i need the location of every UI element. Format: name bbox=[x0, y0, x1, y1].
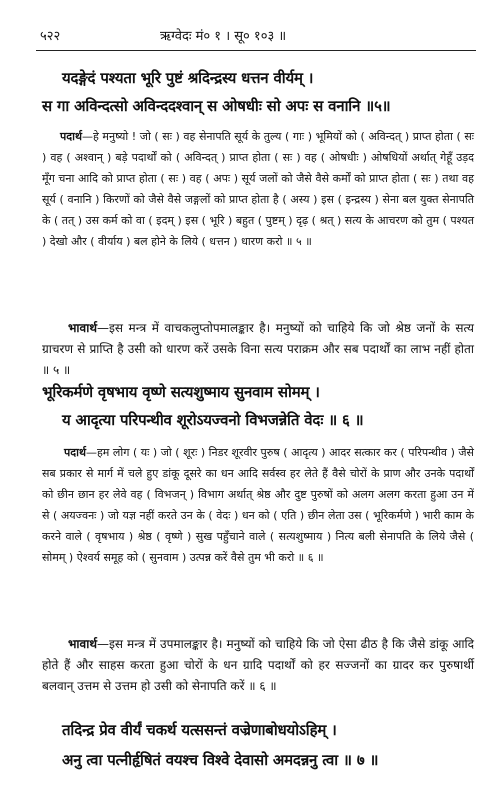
mantra-7-line-2: अनु त्वा पत्नीर्हृषितं वयश्च विश्वे देवासो अमदन्ननु त्वा ॥ ७ ॥ bbox=[62, 751, 379, 769]
padartha-label: पदार्थ bbox=[60, 130, 82, 143]
bhavartha-text: —इस मन्त्र में वाचकलुप्तोपमालङ्कार है। मनुष्यों को चाहिये कि जो श्रेष्ठ जनों के सत्य ग्राचरण से प्राप्ति है उसी को धारण करें उसके विना सत्य पराक्रम और सब पदार्थों का लाभ नहीं होता ॥ ५ ॥ bbox=[42, 321, 474, 377]
padartha-text: —हे मनुष्यो ! जो ( सः ) वह सेनापति सूर्य के तुल्य ( गाः ) भूमियों को ( अविन्दत् ) प्राप्त होता ( सः ) वह ( अश्वान् ) बड़े पदार्थों को ( अविन्दत् ) प्राप्त होता ( सः ) वह ( ओषधीः ) ओषधियों अर्थात् गेहूँ उड़द मूँग चना आदि को प्राप्त होता ( सः ) वह ( अपः ) सूर्य जलों को जैसे वैसे कर्मों को प्राप्त होता ( सः ) तथा वह सूर्य ( वनानि ) किरणों को जैसे वैसे जङ्गलों को प्राप्त होता है ( अस्य ) इस ( इन्द्रस्य ) सेना बल युक्त सेनापति के ( तत् ) उस कर्म को वा ( इदम् ) इस ( भूरि ) बहुत ( पुष्टम् ) दृढ़ ( श्रत् ) सत्य के आचरण को तुम ( पश्यत ) देखो और ( वीर्याय ) बल होने के लिये ( धत्तन ) धारण करो ॥ ५ ॥ bbox=[42, 130, 474, 248]
mantra-6-line-1: भूरिकर्मणे वृषभाय वृष्णे सत्यशुष्माय सुनवाम सोमम् । bbox=[42, 383, 320, 401]
bhavartha-6 bbox=[42, 634, 474, 697]
bhavartha-text: —इस मन्त्र में उपमालङ्कार है। मनुष्यों को चाहिये कि जो ऐसा ढीठ है कि जैसे डांकू आदि होते हैं और साहस करता हुआ चोरों के धन ग्रादि पदार्थों को हर सज्जनों का ग्रादर कर पुरुषार्थी बलवान् उत्तम से उत्तम हो उसी को सेनापति करें ॥ ६ ॥ bbox=[42, 637, 474, 693]
mantra-5-line-2: स गा अविन्दत्सो अविन्ददश्वान् स ओषधीः सो अपः स वनानि ॥५॥ bbox=[42, 97, 391, 115]
mantra-6-line-2: य आदृत्या परिपन्थीव शूरोऽयज्वनो विभजन्नेति वेदः ॥ ६ ॥ bbox=[62, 411, 364, 429]
running-title: ऋग्वेदः मं० १ । सू० १०३ ॥ bbox=[160, 29, 287, 44]
page-number: ५२२ bbox=[40, 29, 61, 44]
header-rule bbox=[36, 50, 476, 51]
padartha-label: पदार्थ bbox=[64, 446, 86, 459]
padartha-6 bbox=[42, 442, 474, 568]
mantra-5-line-1: यदङ्गेदं पश्यता भूरि पुष्टं श्रदिन्द्रस्य धत्तन वीर्यम् । bbox=[62, 69, 314, 87]
bhavartha-label: भावार्थ bbox=[68, 637, 97, 651]
bhavartha-label: भावार्थ bbox=[68, 321, 97, 335]
padartha-text: —हम लोग ( यः ) जो ( शूरः ) निडर शूरवीर पुरुष ( आदृत्य ) आदर सत्कार कर ( परिपन्थीव ) जैसे सब प्रकार से मार्ग में चले हुए डांकू दूसरे का धन आदि सर्वस्व हर लेते हैं वैसे चोरों के प्राण और उनके पदार्थों को छीन छान हर लेवे वह ( विभजन् ) विभाग अर्थात् श्रेष्ठ और दुष्ट पुरुषों को अलग अलग करता हुआ उन में से ( अयज्वनः ) जो यज्ञ नहीं करते उन के ( वेदः ) धन को ( एति ) छीन लेता उस ( भूरिकर्मणे ) भारी काम के करने वाले ( वृषभाय ) श्रेष्ठ ( वृष्णे ) सुख पहुँचाने वाले ( सत्यशुष्माय ) नित्य बली सेनापति के लिये जैसे ( सोमम् ) ऐश्वर्य समूह को ( सुनवाम ) उत्पन्न करें वैसे तुम भी करो ॥ ६ ॥ bbox=[42, 446, 474, 564]
mantra-7-line-1: तदिन्द्र प्रेव वीर्यं चकर्थ यत्ससन्तं वज्रेणाबोधयोऽहिम् । bbox=[62, 721, 337, 739]
padartha-5 bbox=[42, 126, 474, 252]
bhavartha-5 bbox=[42, 318, 474, 381]
page-header bbox=[40, 26, 470, 46]
